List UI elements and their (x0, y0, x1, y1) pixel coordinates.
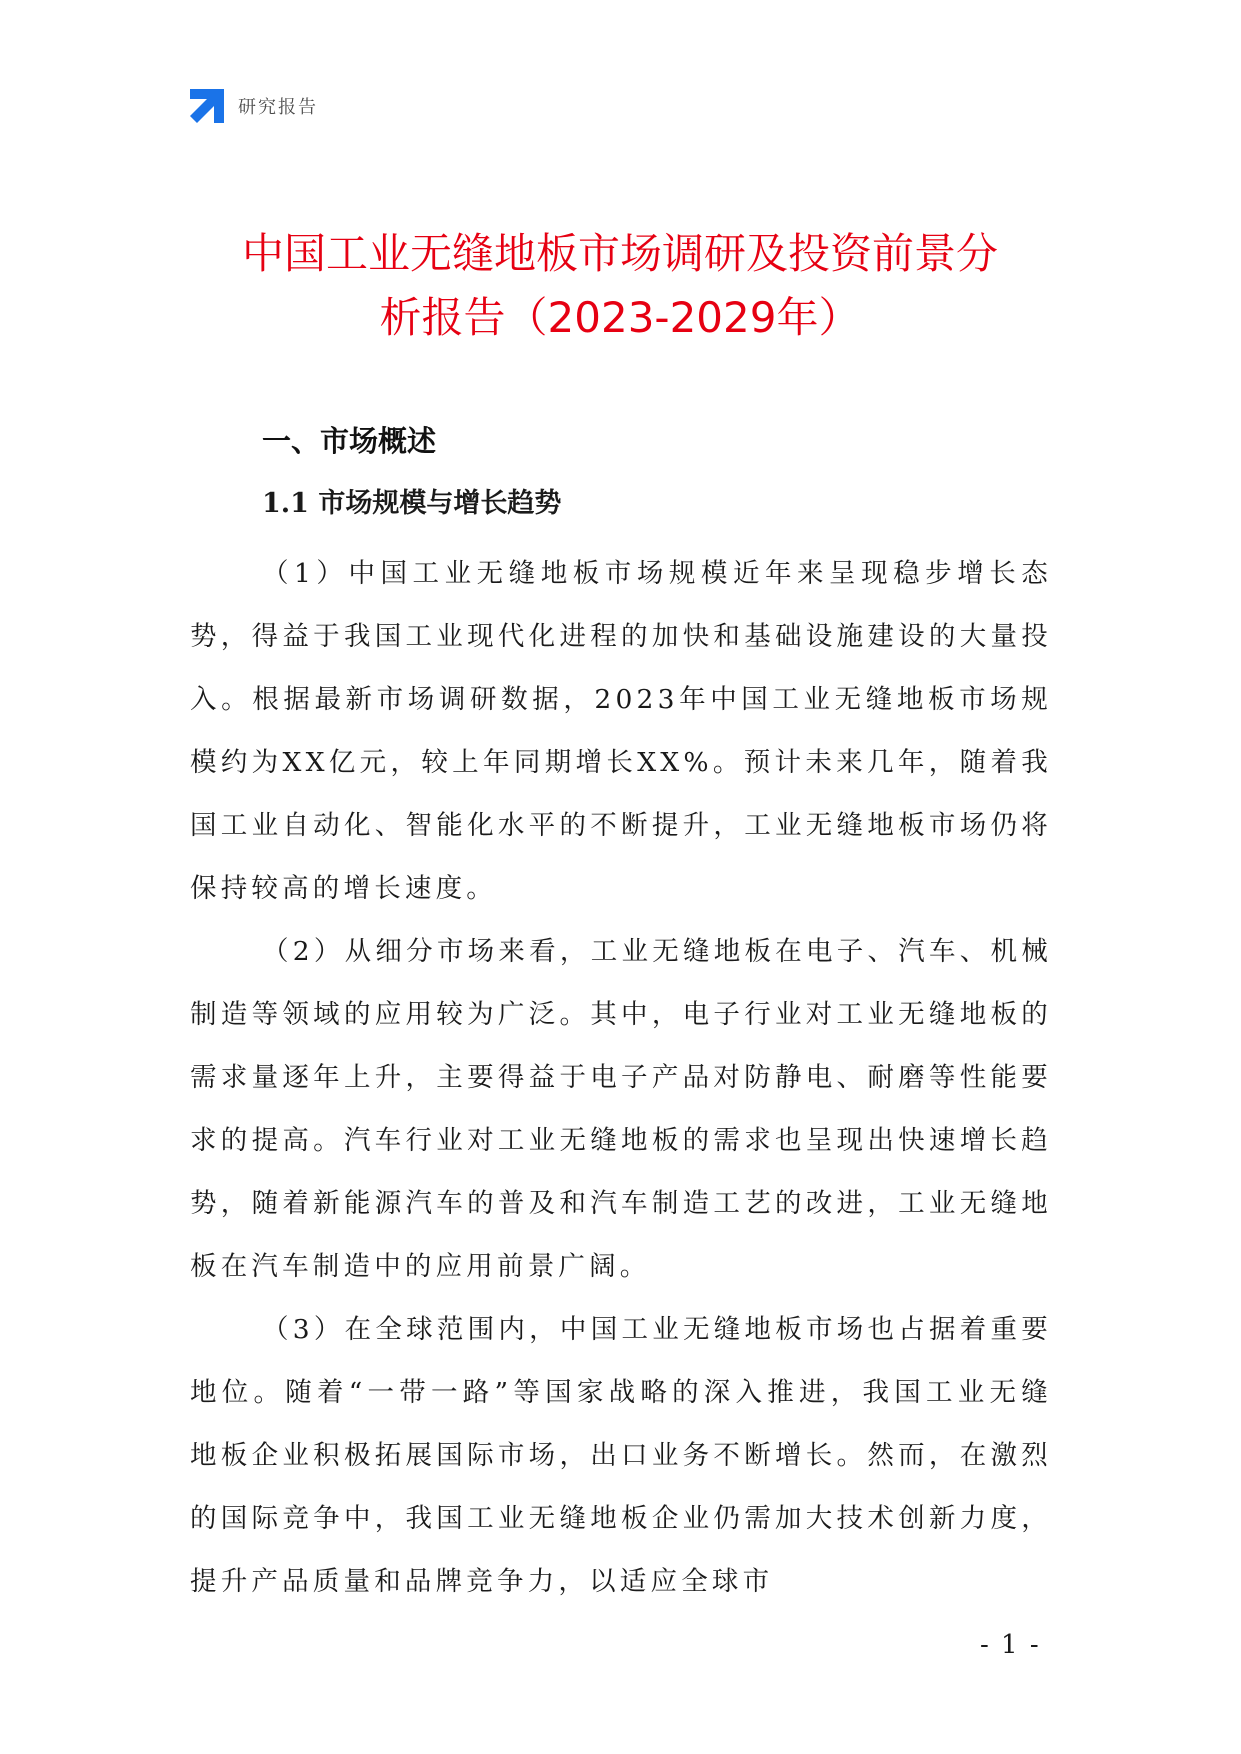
page-number: - 1 - (980, 1630, 1041, 1660)
paragraph-3: （3）在全球范围内，中国工业无缝地板市场也占据着重要地位。随着“一带一路”等国家战略的深入推进，我国工业无缝地板企业积极拓展国际市场，出口业务不断增长。然而，在激烈的国际竞争中，我国工业无缝地板企业仍需加大技术创新力度，提升产品质量和品牌竞争力，以适应全球市 (190, 1314, 1052, 1597)
document-header (190, 88, 318, 124)
paragraph-1: （1）中国工业无缝地板市场规模近年来呈现稳步增长态势，得益于我国工业现代化进程的加快和基础设施建设的大量投入。根据最新市场调研数据，2023年中国工业无缝地板市场规模约为XX亿元，较上年同期增长XX%。预计未来几年，随着我国工业自动化、智能化水平的不断提升，工业无缝地板市场仍将保持较高的增长速度。 (190, 558, 1052, 904)
report-title-line-2: 析报告（2023-2029年） (379, 293, 861, 342)
section-heading: 一、市场概述 (262, 424, 437, 458)
document-body (190, 420, 1052, 1613)
subsection-heading: 1.1 市场规模与增长趋势 (262, 488, 562, 519)
paragraph-2: （2）从细分市场来看，工业无缝地板在电子、汽车、机械制造等领域的应用较为广泛。其中，电子行业对工业无缝地板的需求量逐年上升，主要得益于电子产品对防静电、耐磨等性能要求的提高。汽车行业对工业无缝地板的需求也呈现出快速增长趋势，随着新能源汽车的普及和汽车制造工艺的改进，工业无缝地板在汽车制造中的应用前景广阔。 (190, 936, 1052, 1282)
report-title (190, 222, 1050, 350)
report-title-line-1: 中国工业无缝地板市场调研及投资前景分 (241, 229, 998, 278)
arrow-up-right-icon (190, 89, 224, 123)
header-label: 研究报告 (238, 97, 318, 118)
